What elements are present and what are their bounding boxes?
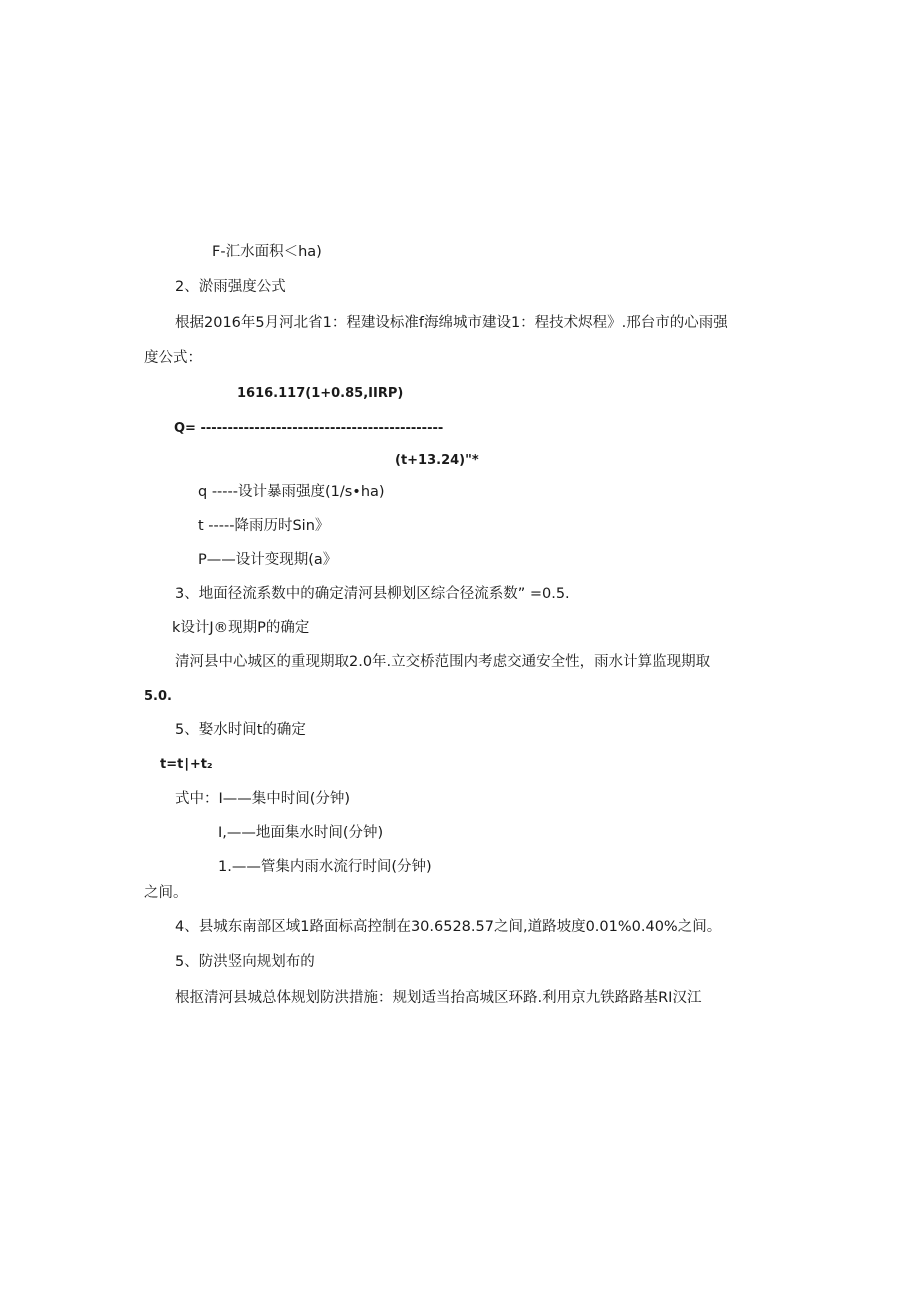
paragraph-return-period-line-2: 5.0.	[144, 689, 172, 704]
definition-p: P——设计变现期(a》	[198, 552, 338, 568]
heading-runoff-coefficient: 3、地面径流系数中的确定清河县柳划区综合径流系数” =0.5.	[175, 586, 570, 602]
formula-numerator: 1616.117(1+0.85,IIRP)	[237, 386, 404, 401]
text-line-catchment-area: F-汇水面积＜ha)	[212, 244, 322, 260]
heading-elevation-control: 4、县城东南部区域1路面标高控制在30.6528.57之间,道路坡度0.01%0.40%之间。	[175, 919, 722, 935]
definition-pipe-flow-time: 1.——管集内雨水流行时间(分钟)	[218, 859, 432, 875]
heading-return-period: k设计J®现期P的确定	[172, 620, 310, 636]
heading-flood-control-vertical-plan: 5、防洪竖向规划布的	[175, 954, 315, 970]
definition-t: t -----降雨历时Sin》	[198, 518, 330, 534]
paragraph-basis-line-1: 根据2016年5月河北省1：程建设标准f海绵城市建设1：程技术烬程》.邢台市的心雨强	[175, 315, 728, 331]
formula-fraction-line: Q= ---------------------------------------------	[174, 421, 444, 436]
paragraph-basis-line-2: 度公式：	[144, 350, 202, 366]
definition-ground-collection-time: I,——地面集水时间(分钟)	[218, 825, 384, 841]
formula-denominator: (t+13.24)"*	[395, 453, 479, 468]
definition-concentration-time: 式中：I——集中时间(分钟)	[175, 791, 351, 807]
text-between: 之间。	[144, 885, 188, 901]
paragraph-return-period-line-1: 清河县中心城区的重现期取2.0年.立交桥范围内考虑交通安全性，雨水计算监现期取	[175, 654, 711, 670]
formula-time-sum: t=t∣+t₂	[160, 757, 213, 772]
definition-q: q -----设计暴雨强度(1/s•ha)	[198, 484, 385, 500]
heading-collection-time: 5、娶水时间t的确定	[175, 722, 306, 738]
paragraph-flood-control-measures: 根抠清河县城总体规划防洪措施：规划适当抬高城区环路.利用京九铁路路基RI汉江	[175, 990, 702, 1006]
heading-rain-intensity-formula: 2、淤雨强度公式	[175, 279, 286, 295]
